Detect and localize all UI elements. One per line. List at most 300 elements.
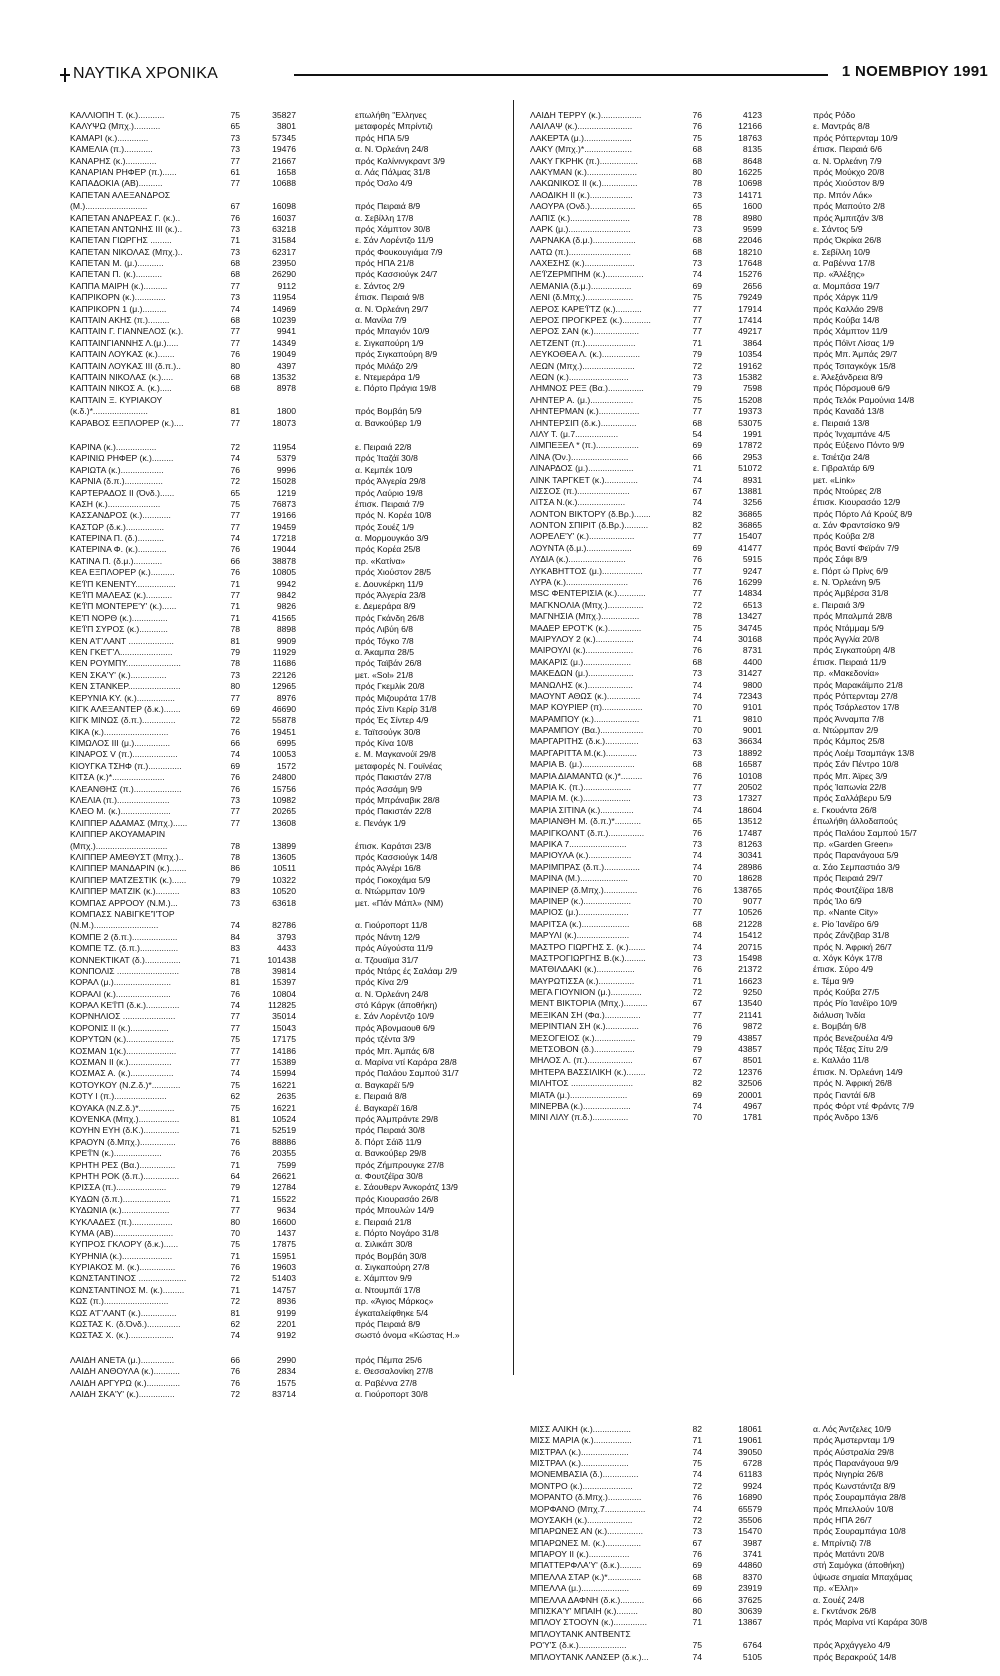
ship-name: ΚΛΕΑΝΘΗΣ (π.).................... (70, 783, 182, 794)
ship-entry-row (530, 885, 955, 896)
status-note: πρός Τσιταγκόγκ 15/8 (813, 360, 896, 371)
tonnage: 15043 (272, 1022, 296, 1033)
tonnage: 3741 (742, 1549, 762, 1560)
ship-name: ΜΑΣΤΡΟ ΓΙΩΡΓΗΣ Σ. (κ.)....... (530, 941, 646, 952)
ship-entry-row (530, 247, 955, 258)
status-note: πρός Λαύριο 19/8 (355, 487, 423, 498)
build-year: 76 (230, 349, 240, 360)
status-note: πρός Φόρτ ντέ Φράντς 7/9 (813, 1100, 914, 1111)
ship-name: ΛΑΚΥΜΑΝ (κ.)..................... (530, 166, 637, 177)
tonnage: 1800 (276, 406, 296, 417)
ship-name: ΚΑΣΣΑΝΔΡΟΣ (κ.)............ (70, 510, 171, 521)
status-note: ε. Τσιέτζια 24/8 (813, 451, 870, 462)
ship-name: ΚΑΤΕΡΙΝΑ Φ. (κ.)............ (70, 544, 167, 555)
ship-entry-row (70, 1273, 495, 1284)
ship-name: ΜΕΣΟΓΕΙΟΣ (κ.)................. (530, 1032, 636, 1043)
build-year: 70 (692, 873, 702, 884)
build-year: 76 (230, 212, 240, 223)
ship-entry-row (530, 281, 955, 292)
tonnage: 20265 (272, 806, 296, 817)
ship-entry-row (530, 1101, 955, 1112)
ship-entry-row (530, 634, 955, 645)
tonnage: 9247 (742, 565, 762, 576)
ship-entry-row (70, 1000, 495, 1011)
tonnage: 30341 (738, 850, 762, 861)
ship-entry-row (70, 258, 495, 269)
ship-entry-row (70, 841, 495, 852)
ship-entry-row (530, 486, 955, 497)
status-note: πρός Μπαγιόν 10/9 (355, 326, 430, 337)
tonnage: 9112 (277, 280, 296, 291)
build-year: 78 (230, 965, 240, 976)
build-year: 74 (230, 1330, 240, 1341)
publication-title: ΝΑΥΤΙΚΑ ΧΡΟΝΙΚΑ (73, 65, 218, 82)
build-year: 74 (230, 303, 240, 314)
ship-entry-row (530, 1481, 955, 1492)
tonnage: 2201 (276, 1319, 296, 1330)
build-year: 70 (692, 895, 702, 906)
ship-name: ΜΑΓΝΗΣΙΑ (Μπχ.)................ (530, 611, 640, 622)
build-year: 80 (230, 681, 240, 692)
ship-name: ΛΙΛΥ Τ. (μ.7.................. (530, 428, 619, 439)
ship-name: ΜΙΣΣ ΜΑΡΙΑ (κ.)................ (530, 1435, 632, 1446)
tonnage: 10805 (272, 567, 296, 578)
ship-name: ΛΟΝΤΟΝ ΣΠΙΡΙΤ (δ.Βρ.).......... (530, 520, 649, 531)
tonnage: 1991 (742, 428, 762, 439)
status-note: έπισκ. Πειραιά 9/8 (355, 292, 425, 303)
ship-entry-row (70, 1046, 495, 1057)
ship-entry-row (530, 452, 955, 463)
ship-name: ΜΑΡΙΟΥΛΑ (κ.).................. (530, 850, 632, 861)
ship-entry-row (530, 577, 955, 588)
ship-name: ΛΑΚΥ (Μπχ.)*.................... (530, 144, 632, 155)
build-year: 54 (692, 428, 702, 439)
ship-entry-row (70, 224, 495, 235)
ship-entry-row (70, 144, 495, 155)
ship-name: ΜΑΣΤΡΟΓΙΩΡΓΗΣ Β.(κ.)......... (530, 952, 646, 963)
build-year: 73 (230, 144, 240, 155)
tonnage: 30639 (738, 1606, 762, 1617)
ship-entry-row (70, 1330, 495, 1341)
build-year: 65 (692, 816, 702, 827)
right-column (530, 110, 955, 1676)
status-note: πρός Τόγκο 7/8 (355, 635, 414, 646)
ship-entry-row (530, 805, 955, 816)
tonnage: 14171 (738, 189, 762, 200)
status-note: μεταφορές Μπρίντιζι (355, 121, 433, 132)
build-year: 74 (692, 804, 702, 815)
tonnage: 23919 (738, 1583, 762, 1594)
ship-name: ΛΕΩΝ (κ.)......................... (530, 371, 629, 382)
tonnage: 15756 (272, 783, 296, 794)
tonnage: 12166 (738, 121, 762, 132)
build-year: 70 (692, 1112, 702, 1123)
ship-entry-row (70, 1194, 495, 1205)
ship-name: ΛΗΜΝΟΣ ΡΕΞ (Βα.)............... (530, 383, 644, 394)
build-year: 76 (230, 726, 240, 737)
build-year: 74 (692, 1503, 702, 1514)
status-note: πρός Άβονμαουθ 6/9 (355, 1022, 435, 1033)
status-note: πρός Πακιστάν 22/8 (355, 806, 432, 817)
status-note: ε. Σάν Λορέντζο 10/9 (355, 1011, 435, 1022)
status-note: α. Ν. Όρλεάνη 7/9 (813, 155, 882, 166)
ship-name: ΜΠΛΟΥΤΑΝΚ ΑΝΤΒΕΝΤΣ (530, 1628, 631, 1639)
build-year: 68 (692, 918, 702, 929)
status-note: πρός Παρανάγουα 5/9 (813, 850, 899, 861)
build-year: 68 (230, 371, 240, 382)
tonnage: 17218 (272, 533, 296, 544)
ship-name: ΛΙΜΠΕΞΕΛ * (π.).................. (530, 440, 639, 451)
tonnage: 13532 (272, 371, 296, 382)
ship-entry-row (70, 989, 495, 1000)
ship-name: ΚΑΠΡΙΚΟΡΝ 1 (μ.).......... (70, 303, 167, 314)
status-note: πρός Σάφι 8/9 (813, 554, 868, 565)
ship-entry-row (70, 920, 495, 931)
build-year: 74 (692, 633, 702, 644)
status-note: έπισκ. Πειραιά 11/9 (813, 656, 887, 667)
ship-name: ΜΙΝΙ ΛΙΛΥ (π.δ.)............... (530, 1112, 629, 1123)
ship-entry-row (530, 588, 955, 599)
ship-name: MSC ΦΕΝΤΕΡΙΣΙΑ (κ.)............ (530, 588, 646, 599)
ship-entry-row (530, 793, 955, 804)
ship-entry-row (530, 315, 955, 326)
ship-entry-row (530, 907, 955, 918)
ship-entry-row (70, 1182, 495, 1193)
ship-entry-row (70, 292, 495, 303)
ship-entry-row (530, 1629, 955, 1640)
ship-entry-row (70, 213, 495, 224)
build-year: 68 (692, 759, 702, 770)
build-year: 77 (230, 1205, 240, 1216)
ship-name: ΚΑΛΥΨΩ (Μπχ.)........... (70, 121, 161, 132)
tonnage: 76873 (272, 498, 296, 509)
build-year: 74 (230, 1068, 240, 1079)
build-year: 77 (230, 692, 240, 703)
ship-name: ΜΑΡΙΓΚΟΛΝΤ (δ.π.)............... (530, 827, 645, 838)
ship-name: ΛΕΩΝ (Μπχ.)...................... (530, 360, 635, 371)
build-year: 74 (692, 497, 702, 508)
tonnage: 9634 (276, 1205, 296, 1216)
build-year: 77 (692, 588, 702, 599)
ship-entry-row (530, 1424, 955, 1435)
ship-entry-row (530, 326, 955, 337)
tonnage: 6995 (276, 738, 296, 749)
ship-name: ΛΕΝΙ (δ.Μπχ.).................... (530, 292, 634, 303)
ship-entry-row (70, 681, 495, 692)
page-header (60, 60, 988, 90)
ship-entry-row (70, 738, 495, 749)
ship-entry-row (70, 567, 495, 578)
ship-name: ΛΑΚΕΡΤΑ (μ.).................... (530, 132, 632, 143)
status-note: πρός Ζάνζιβαρ 31/8 (813, 930, 890, 941)
tonnage: 17175 (272, 1034, 296, 1045)
build-year: 81 (230, 406, 240, 417)
ship-name: ΜΑΝΩΛΗΣ (κ.)................... (530, 679, 633, 690)
status-note: πρός Βομβάη 5/9 (355, 406, 422, 417)
ship-name: ΛΑΙΔΗ ΤΕΡΡΥ (κ.)................. (530, 110, 642, 120)
ship-entry-row (70, 544, 495, 555)
tonnage: 18210 (738, 246, 762, 257)
status-note: πρός Ρίο Ίανέϊρο 10/9 (813, 998, 898, 1009)
tonnage: 8980 (742, 212, 762, 223)
tonnage: 19459 (272, 521, 296, 532)
build-year: 69 (692, 1089, 702, 1100)
tonnage: 15470 (738, 1526, 762, 1537)
ship-name: ΛΕΜΑΝΙΑ (δ.μ.)................. (530, 280, 632, 291)
tonnage: 2656 (742, 280, 762, 291)
status-note: πρός Παλάου Σαμπού 31/7 (355, 1068, 459, 1079)
status-note: πρός Χιούστον 28/5 (355, 567, 432, 578)
build-year: 68 (230, 258, 240, 269)
build-year: 71 (230, 1125, 240, 1136)
status-note: α. Τζουαϊμα 31/7 (355, 954, 419, 965)
build-year: 73 (692, 668, 702, 679)
tonnage: 22046 (738, 235, 762, 246)
ship-entry-row (530, 1090, 955, 1101)
tonnage: 4967 (742, 1100, 762, 1111)
tonnage: 10804 (272, 988, 296, 999)
status-note: ύψωσε σημαία Μπαχάμας (813, 1571, 913, 1582)
build-year: 80 (692, 166, 702, 177)
tonnage: 18628 (738, 873, 762, 884)
tonnage: 62317 (272, 246, 296, 257)
build-year: 69 (692, 542, 702, 553)
tonnage: 31584 (272, 235, 296, 246)
status-note: δ. Πόρτ Σάϊδ 11/9 (355, 1136, 422, 1147)
ship-name: ΜΑΡΙΝΑ (Μ.).................... (530, 873, 628, 884)
build-year: 74 (692, 1651, 702, 1662)
ship-entry-row (530, 1458, 955, 1469)
tonnage: 17872 (738, 440, 762, 451)
ship-entry-row (70, 715, 495, 726)
ship-entry-row (70, 1389, 495, 1400)
status-note: έπισκ. Πειραιά 7/9 (355, 498, 425, 509)
status-note: α. Άκαμπα 28/5 (355, 646, 415, 657)
ship-entry-row (530, 702, 955, 713)
tonnage: 9199 (276, 1307, 296, 1318)
ship-entry-row (530, 1067, 955, 1078)
ship-entry-row (70, 1205, 495, 1216)
ship-entry-row (70, 761, 495, 772)
ship-entry-row (70, 1239, 495, 1250)
ship-name: ΚΕ'Π ΝΟΡΘ (κ.)............... (70, 612, 168, 623)
build-year: 71 (230, 601, 240, 612)
tonnage: 10108 (738, 770, 762, 781)
ship-name: ΛΑΠΙΣ (κ.)......................... (530, 212, 630, 223)
build-year: 76 (230, 567, 240, 578)
build-year: 66 (230, 1354, 240, 1365)
status-note: έπισκ. Κιουρασάο 12/9 (813, 497, 901, 508)
build-year: 77 (692, 1009, 702, 1020)
build-year: 66 (692, 1594, 702, 1605)
status-note: πρός Μαρακάϊμπο 21/8 (813, 679, 903, 690)
ship-name: ΚΡΙΣΣΑ (π.)..................... (70, 1182, 167, 1193)
tonnage: 4123 (742, 110, 762, 120)
build-year: 74 (692, 850, 702, 861)
ship-name: ΜΑΡΙΑ Β. (μ.)...................... (530, 759, 635, 770)
build-year: 72 (230, 1273, 240, 1284)
ship-entry-row (530, 850, 955, 861)
status-note: α. Σιγκαπούρη 27/8 (355, 1262, 430, 1273)
ship-name: ΚΟΣΜΑΝ II (κ.).................. (70, 1057, 172, 1068)
tonnage: 10520 (272, 886, 296, 897)
ship-name: ΚΥΔΩΝ (δ.π.).................... (70, 1193, 171, 1204)
build-year: 68 (230, 315, 240, 326)
ship-name: ΚΑΠΡΙΚΟΡΝ (κ.)............. (70, 292, 166, 303)
ship-entry-row (70, 269, 495, 280)
ship-entry-row (70, 522, 495, 533)
ship-entry-row (70, 579, 495, 590)
build-year: 69 (692, 1560, 702, 1571)
ship-entry-row (530, 349, 955, 360)
status-note: πρός Λοέμ Τσαμπάγκ 13/8 (813, 747, 915, 758)
ship-entry-row (530, 144, 955, 155)
ship-name: ΚΛΕΟ Μ. (κ.)..................... (70, 806, 171, 817)
build-year: 61 (230, 166, 240, 177)
tonnage: 14757 (272, 1284, 296, 1295)
ship-name: ΚΟΝΠΟΛΙΣ .......................... (70, 965, 179, 976)
status-note: πρός Γκάνδη 26/8 (355, 612, 424, 623)
status-note: πρός Ρόδο (813, 110, 856, 120)
build-year: 84 (230, 931, 240, 942)
ship-entry-row (70, 590, 495, 601)
tonnage: 9800 (742, 679, 762, 690)
ship-name: ΜΑΔΕΡ ΕΡΟΤ'Κ (κ.).............. (530, 622, 642, 633)
ship-entry-row (530, 429, 955, 440)
status-note: πρός Βομβάη 30/8 (355, 1250, 427, 1261)
header-rule (294, 74, 828, 76)
ship-name: ΜΕΓΑ ΓΙΟΥΝΙΟΝ (μ.)............. (530, 987, 642, 998)
ship-entry-row (70, 338, 495, 349)
ship-entry-row (70, 247, 495, 258)
tonnage: 15951 (272, 1250, 296, 1261)
ship-name: ΚΩΣ (π.)........................... (70, 1296, 169, 1307)
build-year: 81 (230, 977, 240, 988)
status-note: μετ. «Πάν Μάπλ» (ΝΜ) (355, 897, 444, 908)
ship-entry-row (530, 976, 955, 987)
build-year: 83 (230, 886, 240, 897)
status-note: πρός Κίνα 10/8 (355, 738, 414, 749)
ship-name: ΚΡΗΤΗ ΡΟΚ (δ.π.)............... (70, 1170, 180, 1181)
build-year: 75 (230, 1239, 240, 1250)
build-year: 67 (692, 1055, 702, 1066)
ship-name: ΚΟΥΑΚΑ (Ν.Ζ.δ.)*............... (70, 1102, 175, 1113)
build-year: 77 (692, 782, 702, 793)
ship-entry-row (530, 1504, 955, 1515)
status-note: πρ. «Έλλη» (813, 1583, 859, 1594)
status-note: πρός Άνδρο 13/6 (813, 1112, 879, 1123)
ship-name: ΚΥΠΡΟΣ ΓΚΛΟΡΥ (δ.κ.)...... (70, 1239, 179, 1250)
ship-name: ΛΥΚΑΒΗΤΤΟΣ (μ.)................. (530, 565, 643, 576)
ship-name: ΚΟΜΠΑΣΣ ΝΑΒΙΓΚΕ'Ί'ΤΟΡ (70, 908, 175, 919)
status-note: πρός ΗΠΑ 26/7 (813, 1514, 872, 1525)
tonnage: 16221 (272, 1079, 296, 1090)
build-year: 73 (692, 189, 702, 200)
ship-name: ΛΑΚΥ ΓΚΡΗΚ (π.)................ (530, 155, 638, 166)
ship-name: ΚΑΡΑΒΟΣ ΕΞΠΛΟΡΕΡ (κ.).... (70, 417, 184, 428)
tonnage: 1781 (742, 1112, 762, 1123)
build-year: 71 (230, 1284, 240, 1295)
ship-name: ΜΠΑΡΩΝΕΣ Μ. (κ.)............... (530, 1537, 642, 1548)
ship-entry-row (530, 1515, 955, 1526)
status-note: πρός Όκρίκα 26/8 (813, 235, 882, 246)
ship-name: ΜΠΕΛΛΑ ΣΤΑΡ (κ.)*.............. (530, 1571, 642, 1582)
tonnage: 41477 (738, 542, 762, 553)
tonnage: 17648 (738, 258, 762, 269)
tonnage: 9924 (742, 1480, 762, 1491)
status-note: πρός Σουέζ 1/9 (355, 521, 414, 532)
status-note: ε. Χάμπτον 9/9 (355, 1273, 412, 1284)
ship-name: ΚΑΡΝΙΑ (δ.π.)................ (70, 476, 163, 487)
ship-name: ΚΥΡΗΝΙΑ (κ.)..................... (70, 1250, 173, 1261)
ship-entry-row (530, 1617, 955, 1628)
build-year: 75 (692, 1640, 702, 1651)
status-note: πρός Ταϊβάν 26/8 (355, 658, 422, 669)
tonnage: 11954 (272, 292, 296, 303)
ship-name: ΛΑΤΩ (π.).......................... (530, 246, 631, 257)
ship-entry-row (70, 875, 495, 886)
ship-name: ΜΑΡΙΑΝΘΗ Μ. (δ.π.)*........... (530, 816, 641, 827)
ship-entry-row (530, 1112, 955, 1123)
build-year: 76 (230, 772, 240, 783)
tonnage: 10053 (272, 749, 296, 760)
build-year: 70 (692, 702, 702, 713)
build-year: 82 (692, 1078, 702, 1089)
ship-name: ΚΟΝΝΕΚΤΙΚΑΤ (δ.)............... (70, 954, 181, 965)
status-note: πρός Άμστερνταμ 1/9 (813, 1435, 895, 1446)
ship-name: ΚΟΣΜΑΝ 1(κ.)..................... (70, 1045, 177, 1056)
status-note: πρός Κούβα 2/8 (813, 531, 875, 542)
build-year: 72 (230, 715, 240, 726)
build-year: 74 (692, 1100, 702, 1111)
build-year: 71 (230, 954, 240, 965)
tonnage: 12784 (272, 1182, 296, 1193)
status-note: πρός Ίνχαμπάνε 4/5 (813, 428, 891, 439)
tonnage: 24800 (272, 772, 296, 783)
status-note: πρ. Μπόν Λάκ» (813, 189, 873, 200)
build-year: 64 (230, 1170, 240, 1181)
ship-entry-row (70, 977, 495, 988)
build-year: 76 (692, 1021, 702, 1032)
ship-entry-row (530, 623, 955, 634)
ship-entry-row (70, 395, 495, 406)
status-note: πρός Καλίνινγκραντ 3/9 (355, 155, 445, 166)
build-year: 77 (230, 178, 240, 189)
ship-name: ΛΕ'Ϊ'ΖΕΡΜΠΗΜ (κ.)................ (530, 269, 644, 280)
ship-entry-row (70, 693, 495, 704)
ship-name: ΜΠΕΛΛΑ ΔΑΦΝΗ (δ.κ.).......... (530, 1594, 645, 1605)
tonnage: 16299 (738, 577, 762, 588)
tonnage: 16623 (738, 975, 762, 986)
build-year: 68 (692, 417, 702, 428)
build-year: 71 (230, 1159, 240, 1170)
tonnage: 13605 (272, 852, 296, 862)
build-year: 71 (692, 463, 702, 474)
tonnage: 15276 (738, 269, 762, 280)
tonnage: 72343 (738, 690, 762, 701)
tonnage: 36865 (738, 520, 762, 531)
status-note: α. Σάο Σεμπαστιάο 3/9 (813, 861, 900, 872)
build-year: 75 (692, 622, 702, 633)
ship-name: ΜΑΡΙΝΕΡ (κ.).................... (530, 895, 632, 906)
status-note: πρός Βαντί Φεϊράν 7/9 (813, 542, 899, 553)
build-year: 79 (692, 1032, 702, 1043)
tonnage: 14349 (272, 337, 296, 348)
tonnage: 63618 (272, 897, 296, 908)
build-year: 74 (230, 1000, 240, 1011)
ship-entry-row (70, 1285, 495, 1296)
ship-name: ΜΕΝΤ ΒΙΚΤΟΡΙΑ (Μπχ.).......... (530, 998, 648, 1009)
